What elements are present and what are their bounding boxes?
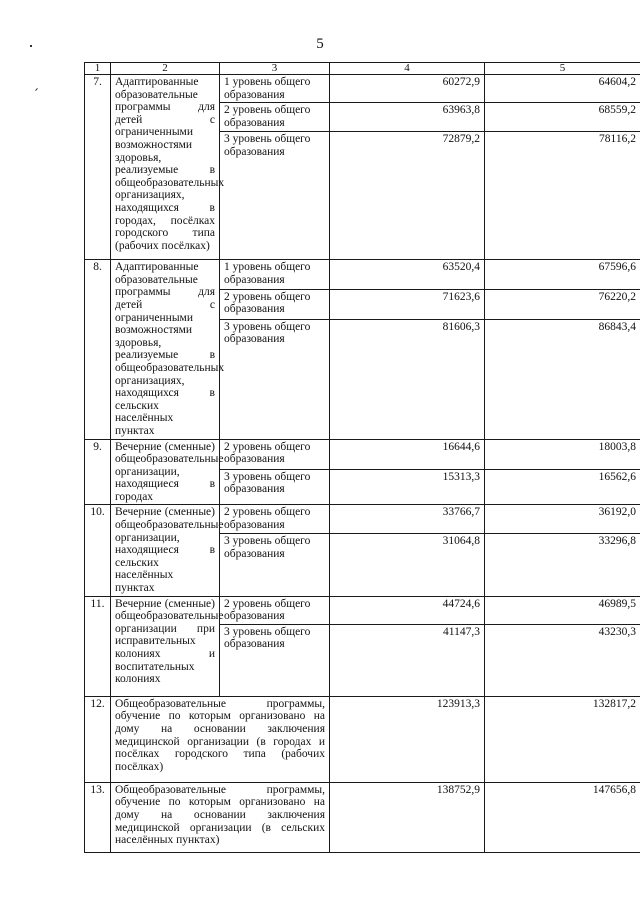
value-col5: 18003,8 bbox=[485, 439, 640, 469]
row-number: 12. bbox=[85, 696, 111, 782]
scan-speck bbox=[35, 88, 38, 91]
value-col4: 33766,7 bbox=[330, 505, 485, 533]
value-col4: 60272,9 bbox=[330, 75, 485, 103]
value-col4: 15313,3 bbox=[330, 469, 485, 505]
value-col5: 33296,8 bbox=[485, 533, 640, 596]
education-level: 2 уровень общего образования bbox=[220, 596, 330, 624]
header-cell: 2 bbox=[111, 63, 220, 75]
table-row bbox=[85, 260, 640, 289]
header-row bbox=[85, 63, 640, 75]
program-name: Адаптированные образовательные программы для детей с ограниченными возможностями здоровья, реализуемые в общеобразовательных организациях, находящихся в городах, посёлках городского типа (рабочих посёлках) bbox=[111, 75, 220, 260]
table-row bbox=[85, 696, 640, 782]
value-col4: 16644,6 bbox=[330, 439, 485, 469]
value-col5: 46989,5 bbox=[485, 596, 640, 624]
education-level: 3 уровень общего образования bbox=[220, 624, 330, 696]
education-level: 3 уровень общего образования bbox=[220, 132, 330, 260]
education-level: 2 уровень общего образования bbox=[220, 289, 330, 319]
value-col5: 68559,2 bbox=[485, 103, 640, 132]
value-col5: 36192,0 bbox=[485, 505, 640, 533]
value-col5: 43230,3 bbox=[485, 624, 640, 696]
page-number: 5 bbox=[316, 36, 324, 52]
program-name: Общеобразовательные программы, обучение по которым организовано на дому на основании заключения медицинской организации (в городах и посёлках городского типа (рабочих посёлках) bbox=[111, 696, 330, 782]
table-row bbox=[85, 75, 640, 103]
program-name: Вечерние (сменные) общеобразовательные организации, находящиеся в городах bbox=[111, 439, 220, 505]
value-col4: 44724,6 bbox=[330, 596, 485, 624]
row-number: 7. bbox=[85, 75, 111, 260]
program-name: Вечерние (сменные) общеобразовательные организации, находящиеся в сельских населённых пунктах bbox=[111, 505, 220, 596]
header-cell: 5 bbox=[485, 63, 640, 75]
table-row bbox=[85, 782, 640, 852]
row-number: 11. bbox=[85, 596, 111, 696]
table-row bbox=[85, 596, 640, 624]
education-level: 3 уровень общего образования bbox=[220, 319, 330, 439]
program-name: Общеобразовательные программы, обучение по которым организовано на дому на основании заключения медицинской организации (в сельских населённых пунктах) bbox=[111, 782, 330, 852]
education-level: 3 уровень общего образования bbox=[220, 469, 330, 505]
value-col4: 81606,3 bbox=[330, 319, 485, 439]
education-level: 2 уровень общего образования bbox=[220, 103, 330, 132]
value-col4: 63963,8 bbox=[330, 103, 485, 132]
row-number: 8. bbox=[85, 260, 111, 439]
value-col5: 76220,2 bbox=[485, 289, 640, 319]
value-col5: 86843,4 bbox=[485, 319, 640, 439]
header-cell: 4 bbox=[330, 63, 485, 75]
program-name: Вечерние (сменные) общеобразовательные организации при исправительных колониях и воспитательных колониях bbox=[111, 596, 220, 696]
value-col4: 138752,9 bbox=[330, 782, 485, 852]
value-col4: 41147,3 bbox=[330, 624, 485, 696]
value-col4: 63520,4 bbox=[330, 260, 485, 289]
value-col5: 78116,2 bbox=[485, 132, 640, 260]
table-row bbox=[85, 439, 640, 469]
education-level: 3 уровень общего образования bbox=[220, 533, 330, 596]
row-number: 9. bbox=[85, 439, 111, 505]
value-col5: 67596,6 bbox=[485, 260, 640, 289]
education-level: 1 уровень общего образования bbox=[220, 260, 330, 289]
value-col5: 64604,2 bbox=[485, 75, 640, 103]
row-number: 10. bbox=[85, 505, 111, 596]
value-col4: 71623,6 bbox=[330, 289, 485, 319]
value-col4: 123913,3 bbox=[330, 696, 485, 782]
value-col4: 72879,2 bbox=[330, 132, 485, 260]
scan-speck bbox=[30, 45, 32, 47]
table-row bbox=[85, 505, 640, 533]
header-cell: 1 bbox=[85, 63, 111, 75]
education-level: 1 уровень общего образования bbox=[220, 75, 330, 103]
program-name: Адаптированные образовательные программы для детей с ограниченными возможностями здоровья, реализуемые в общеобразовательных организациях, находящихся в сельских населённых пунктах bbox=[111, 260, 220, 439]
value-col5: 132817,2 bbox=[485, 696, 640, 782]
value-col4: 31064,8 bbox=[330, 533, 485, 596]
value-col5: 147656,8 bbox=[485, 782, 640, 852]
education-level: 2 уровень общего образования bbox=[220, 439, 330, 469]
value-col5: 16562,6 bbox=[485, 469, 640, 505]
row-number: 13. bbox=[85, 782, 111, 852]
header-cell: 3 bbox=[220, 63, 330, 75]
tariff-table bbox=[84, 62, 640, 853]
education-level: 2 уровень общего образования bbox=[220, 505, 330, 533]
